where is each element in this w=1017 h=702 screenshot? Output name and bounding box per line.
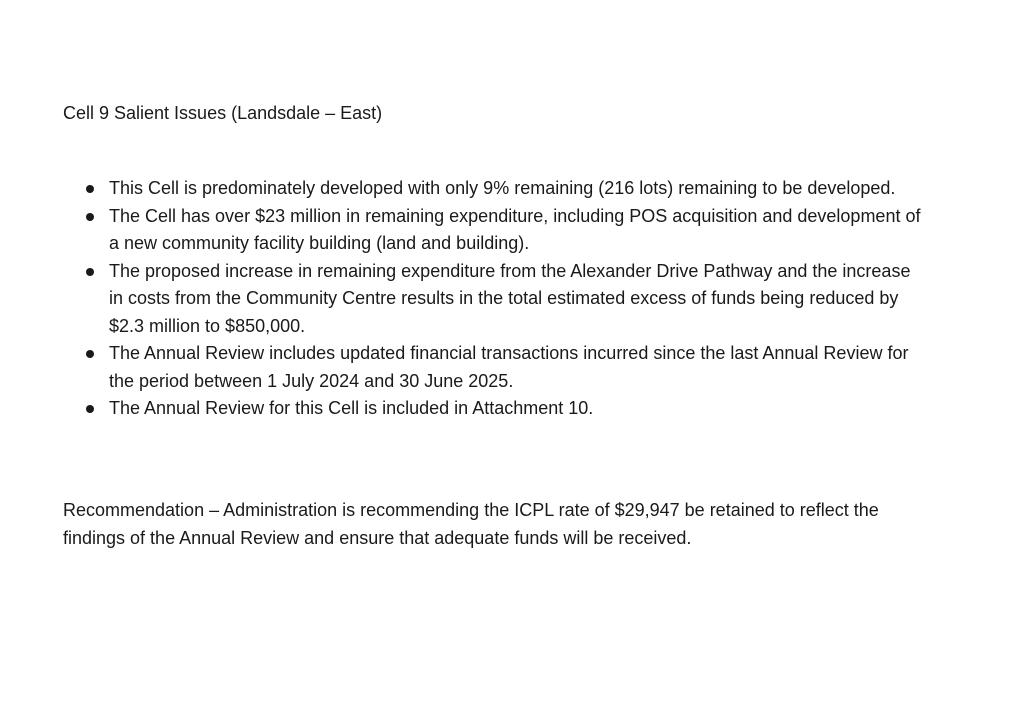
bullet-icon	[86, 185, 94, 193]
list-item-text: This Cell is predominately developed with only 9% remaining (216 lots) remaining to be developed.	[109, 178, 896, 198]
list-item	[63, 395, 923, 423]
list-item	[63, 175, 923, 203]
list-item-text: The Annual Review includes updated financial transactions incurred since the last Annual Review for the period between 1 July 2024 and 30 June 2025.	[109, 343, 909, 391]
bullet-icon	[86, 213, 94, 221]
bullet-icon	[86, 350, 94, 358]
recommendation-paragraph: Recommendation – Administration is recommending the ICPL rate of $29,947 be retained to reflect the findings of the Annual Review and ensure that adequate funds will be received.	[63, 500, 879, 548]
list-item-text: The proposed increase in remaining expenditure from the Alexander Drive Pathway and the increase in costs from the Community Centre results in the total estimated excess of funds being reduced by $2.3 million to $850,000.	[109, 260, 911, 336]
list-item-text: The Annual Review for this Cell is included in Attachment 10.	[109, 398, 594, 418]
section-heading: Cell 9 Salient Issues (Landsdale – East)	[63, 103, 383, 123]
list-item-text: The Cell has over $23 million in remaining expenditure, including POS acquisition and development of a new community facility building (land and building).	[109, 205, 921, 253]
bullet-icon	[86, 268, 94, 276]
salient-issues-list	[63, 175, 923, 423]
list-item	[63, 258, 923, 341]
bullet-icon	[86, 405, 94, 413]
list-item	[63, 340, 923, 395]
list-item	[63, 203, 923, 258]
